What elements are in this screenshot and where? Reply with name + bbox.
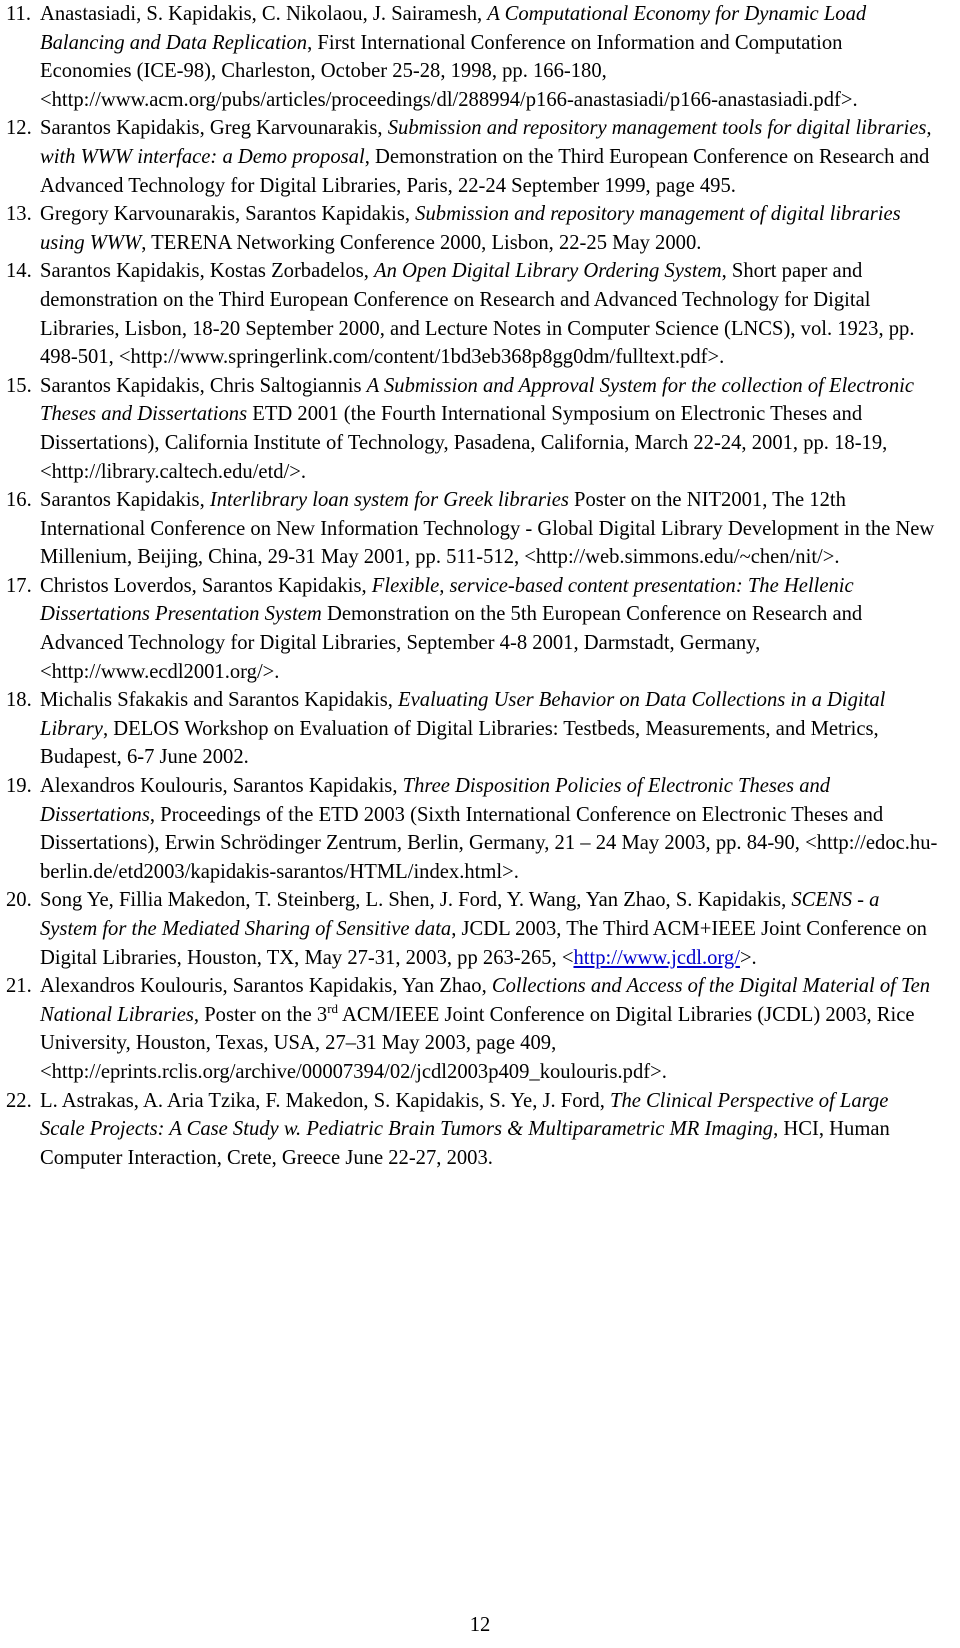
reference-item (6, 572, 938, 686)
reference-segment: ACM/IEEE Joint Conference on Digital Libraries (JCDL) 2003, Rice University, Houston, Texas, USA, 27–31 May 2003, page 409, <http://eprints.rclis.org/archive/00007394/02/jcdl2003p409_koulouris.pdf>. (40, 1003, 915, 1083)
reference-segment: Alexandros Koulouris, Sarantos Kapidakis, Yan Zhao, (40, 975, 492, 998)
reference-title: SCENS - a System for the Mediated Sharing of Sensitive data (40, 889, 880, 940)
reference-number: 14. (6, 260, 32, 283)
reference-segment: Michalis Sfakakis and Sarantos Kapidakis, (40, 689, 399, 712)
reference-segment: Demonstration on the 5th European Conference on Research and Advanced Technology for Digital Libraries, September 4-8 2001, Darmstadt, Germany, <http://www.ecdl2001.org/>. (40, 603, 863, 683)
reference-number: 17. (6, 574, 32, 597)
reference-segment: Anastasiadi, S. Kapidakis, C. Nikolaou, J. Sairamesh, (40, 3, 488, 25)
reference-link[interactable]: http://www.jcdl.org/ (573, 946, 740, 969)
reference-number: 19. (6, 775, 32, 798)
reference-title: Submission and repository management tools for digital libraries, with WWW interface: a Demo proposal (40, 117, 932, 168)
reference-title: Submission and repository management of digital libraries using WWW (40, 203, 901, 254)
reference-item (6, 486, 938, 572)
reference-number: 15. (6, 374, 32, 397)
reference-text (40, 0, 938, 114)
reference-segment: Sarantos Kapidakis, Chris Saltogiannis (40, 374, 367, 397)
reference-item (6, 1087, 938, 1173)
reference-item (6, 372, 938, 486)
reference-number: 22. (6, 1089, 32, 1112)
reference-title: Interlibrary loan system for Greek libraries (209, 489, 569, 512)
reference-text (40, 200, 938, 257)
reference-title: Flexible, service-based content presentation: The Hellenic Dissertations Presentation System (40, 574, 854, 626)
reference-segment: Poster on the NIT2001, The 12th International Conference on New Information Technology - Global Digital Library Development in the New Millenium, Beijing, China, 29-31 May 2001, pp. 511-512, <http://web.simmons.edu/~chen/nit/>. (40, 489, 935, 569)
reference-number: 20. (6, 889, 32, 912)
reference-text (40, 372, 938, 486)
reference-text (40, 772, 938, 886)
reference-item (6, 257, 938, 371)
reference-number: 13. (6, 203, 32, 226)
reference-text (40, 686, 938, 772)
reference-item (6, 200, 938, 257)
reference-text (40, 572, 938, 686)
reference-text (40, 114, 938, 200)
reference-title: An Open Digital Library Ordering System (374, 260, 722, 283)
reference-segment: L. Astrakas, A. Aria Tzika, F. Makedon, S. Kapidakis, S. Ye, J. Ford, (40, 1089, 611, 1112)
reference-segment: Sarantos Kapidakis, Greg Karvounarakis, (40, 117, 388, 140)
superscript: rd (327, 1000, 339, 1016)
reference-item (6, 886, 938, 972)
reference-segment: Alexandros Koulouris, Sarantos Kapidakis, (40, 775, 403, 798)
reference-segment: , Poster on the 3 (193, 1003, 328, 1026)
reference-segment: , HCI, Human Computer Interaction, Crete, Greece June 22-27, 2003. (40, 1118, 890, 1169)
reference-number: 12. (6, 117, 32, 140)
reference-text (40, 972, 938, 1086)
reference-segment: , Proceedings of the ETD 2003 (Sixth International Conference on Electronic Theses and Dissertations), Erwin Schrödinger Zentrum, Berlin, Germany, 21 – 24 May 2003, pp. 84-90, <http://edoc.hu-berlin.de/etd2003/kapidakis-sarantos/HTML/index.html>. (40, 803, 938, 883)
reference-title: A Computational Economy for Dynamic Load Balancing and Data Replication (40, 3, 867, 54)
reference-segment: Sarantos Kapidakis, (40, 489, 210, 512)
reference-text (40, 486, 938, 572)
reference-number: 21. (6, 975, 32, 998)
reference-segment: , TERENA Networking Conference 2000, Lisbon, 22-25 May 2000. (141, 231, 702, 254)
reference-segment: >. (739, 946, 757, 969)
reference-segment: Christos Loverdos, Sarantos Kapidakis, (40, 574, 372, 597)
reference-segment: Song Ye, Fillia Makedon, T. Steinberg, L. Shen, J. Ford, Y. Wang, Yan Zhao, S. Kapidakis, (40, 889, 792, 912)
reference-title: Evaluating User Behavior on Data Collections in a Digital Library (40, 689, 886, 740)
reference-segment: ETD 2001 (the Fourth International Symposium on Electronic Theses and Dissertations), California Institute of Technology, Pasadena, California, March 22-24, 2001, pp. 18-19, <http://library.caltech.edu/etd/>. (40, 403, 888, 483)
reference-segment: , JCDL 2003, The Third ACM+IEEE Joint Conference on Digital Libraries, Houston, TX, May 27-31, 2003, pp 263-265, < (40, 918, 927, 969)
reference-number: 11. (6, 3, 31, 25)
reference-segment: , Demonstration on the Third European Conference on Research and Advanced Technology for Digital Libraries, Paris, 22-24 September 1999, page 495. (40, 145, 930, 197)
reference-title: Collections and Access of the Digital Material of Ten National Libraries (40, 975, 931, 1026)
reference-list (6, 0, 938, 1172)
reference-segment: , Short paper and demonstration on the Third European Conference on Research and Advanced Technology for Digital Libraries, Lisbon, 18-20 September 2000, and Lecture Notes in Computer Science (LNCS), vol. 1923, pp. 498-501, <http://www.springerlink.com/content/1bd3eb368p8gg0dm/fulltext.pdf>. (40, 260, 915, 369)
reference-title: The Clinical Perspective of Large Scale Projects: A Case Study w. Pediatric Brain Tumors & Multiparametric MR Imaging (40, 1089, 889, 1141)
reference-segment: Sarantos Kapidakis, Kostas Zorbadelos, (40, 260, 375, 283)
reference-text (40, 257, 938, 371)
reference-segment: , DELOS Workshop on Evaluation of Digital Libraries: Testbeds, Measurements, and Metrics, Budapest, 6-7 June 2002. (40, 717, 879, 769)
reference-text (40, 886, 938, 972)
reference-segment: , First International Conference on Information and Computation Economies (ICE-98), Charleston, October 25-28, 1998, pp. 166-180, <http://www.acm.org/pubs/articles/proceedings/dl/288994/p166-anastasiadi/p166-anastasiadi.pdf>. (40, 31, 858, 111)
reference-title: A Submission and Approval System for the collection of Electronic Theses and Dissertations (40, 374, 914, 426)
reference-text (40, 1087, 938, 1173)
reference-segment: Gregory Karvounarakis, Sarantos Kapidakis, (40, 203, 416, 226)
reference-number: 16. (6, 489, 32, 512)
reference-item (6, 114, 938, 200)
reference-item (6, 0, 938, 114)
reference-item (6, 972, 938, 1086)
page-number: 12 (469, 1614, 491, 1636)
reference-title: Three Disposition Policies of Electronic Theses and Dissertations (40, 775, 831, 826)
reference-item (6, 686, 938, 772)
reference-number: 18. (6, 689, 32, 712)
reference-item (6, 772, 938, 886)
